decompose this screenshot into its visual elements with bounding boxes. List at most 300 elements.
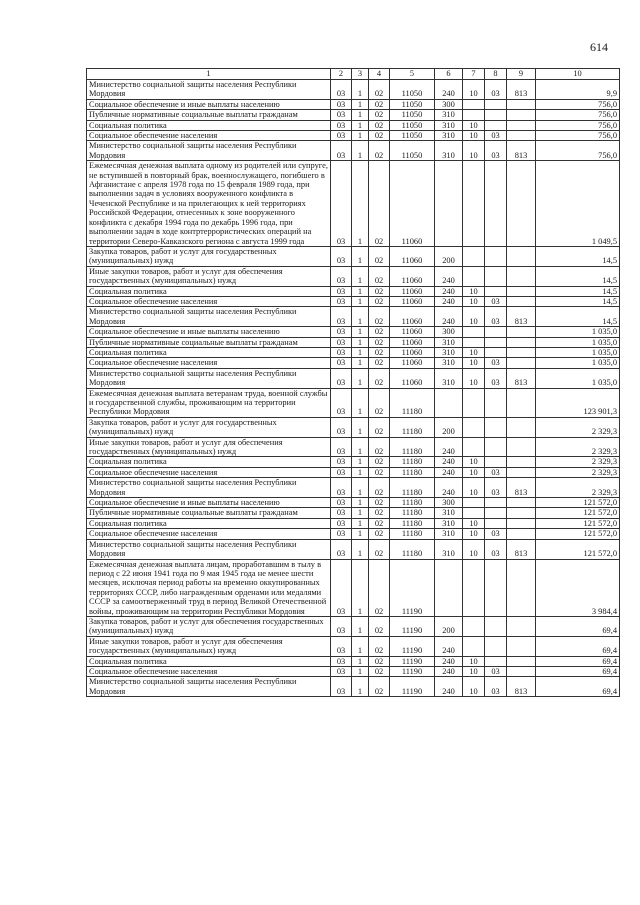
- code-cell: 813: [507, 539, 536, 559]
- table-row: [87, 417, 620, 437]
- row-name: Закупка товаров, работ и услуг для обеспечения государственных (муниципальных) нужд: [87, 616, 331, 636]
- amount-cell: 69,4: [536, 656, 620, 666]
- code-cell: 10: [463, 478, 485, 498]
- code-cell: 11060: [390, 266, 435, 286]
- code-cell: 11190: [390, 559, 435, 616]
- code-cell: 310: [435, 508, 463, 518]
- row-name: Министерство социальной защиты населения Республики Мордовия: [87, 141, 331, 161]
- code-cell: [485, 327, 507, 337]
- code-cell: 1: [352, 131, 369, 141]
- table-row: [87, 99, 620, 109]
- code-cell: 1: [352, 120, 369, 130]
- amount-cell: 1 035,0: [536, 327, 620, 337]
- code-cell: 03: [485, 358, 507, 368]
- amount-cell: 121 572,0: [536, 498, 620, 508]
- code-cell: [507, 358, 536, 368]
- code-cell: 1: [352, 518, 369, 528]
- row-name: Ежемесячная денежная выплата одному из родителей или супруге, не вступившей в повторный брак, военнослужащего, погибшего в Афганистане с апреля 1978 года по 15 февраля 1989 года, при выполнении задач в условиях вооруженного конфликта в Чеченской Республике и на прилегающих к ней территориях Российской Федерации, отнесенных к зоне вооруженного конфликта с декабря 1994 года по декабрь 1996 года, при выполнении задач в ходе контртеррористических операций на территории Северо-Кавказского региона с августа 1999 года: [87, 161, 331, 247]
- code-cell: 03: [331, 99, 352, 109]
- code-cell: 03: [485, 296, 507, 306]
- code-cell: 1: [352, 529, 369, 539]
- code-cell: 1: [352, 388, 369, 417]
- code-cell: [435, 559, 463, 616]
- page-number: 614: [590, 40, 608, 54]
- row-name: Социальное обеспечение и иные выплаты населению: [87, 498, 331, 508]
- code-cell: 1: [352, 307, 369, 327]
- code-cell: [435, 388, 463, 417]
- code-cell: 02: [369, 529, 390, 539]
- table-row: [87, 110, 620, 120]
- code-cell: 310: [435, 110, 463, 120]
- code-cell: [435, 161, 463, 247]
- amount-cell: 2 329,3: [536, 457, 620, 467]
- code-cell: 1: [352, 508, 369, 518]
- row-name: Социальная политика: [87, 656, 331, 666]
- code-cell: 310: [435, 539, 463, 559]
- amount-cell: 2 329,3: [536, 478, 620, 498]
- code-cell: [507, 666, 536, 676]
- amount-cell: 1 035,0: [536, 347, 620, 357]
- code-cell: 02: [369, 307, 390, 327]
- code-cell: 03: [331, 559, 352, 616]
- table-row: [87, 666, 620, 676]
- code-cell: [507, 559, 536, 616]
- amount-cell: 1 035,0: [536, 337, 620, 347]
- code-cell: [485, 99, 507, 109]
- code-cell: 813: [507, 677, 536, 697]
- code-cell: 03: [331, 478, 352, 498]
- code-cell: 02: [369, 518, 390, 528]
- amount-cell: 14,5: [536, 307, 620, 327]
- code-cell: [463, 437, 485, 457]
- code-cell: 813: [507, 307, 536, 327]
- code-cell: 1: [352, 141, 369, 161]
- code-cell: 240: [435, 666, 463, 676]
- code-cell: [463, 616, 485, 636]
- budget-table: [86, 68, 620, 697]
- code-cell: 03: [331, 388, 352, 417]
- table-row: [87, 478, 620, 498]
- amount-cell: 121 572,0: [536, 518, 620, 528]
- code-cell: 310: [435, 141, 463, 161]
- code-cell: 1: [352, 457, 369, 467]
- code-cell: 240: [435, 636, 463, 656]
- code-cell: [507, 467, 536, 477]
- code-cell: [485, 616, 507, 636]
- code-cell: 03: [331, 327, 352, 337]
- table-row: [87, 286, 620, 296]
- header-cell: 7: [463, 69, 485, 80]
- code-cell: 11190: [390, 636, 435, 656]
- code-cell: [485, 337, 507, 347]
- code-cell: 10: [463, 457, 485, 467]
- code-cell: [507, 110, 536, 120]
- code-cell: 11060: [390, 246, 435, 266]
- header-cell: 3: [352, 69, 369, 80]
- code-cell: [507, 417, 536, 437]
- row-name: Публичные нормативные социальные выплаты гражданам: [87, 508, 331, 518]
- code-cell: [507, 347, 536, 357]
- code-cell: 02: [369, 368, 390, 388]
- code-cell: 1: [352, 467, 369, 477]
- code-cell: 02: [369, 417, 390, 437]
- code-cell: 02: [369, 656, 390, 666]
- row-name: Социальная политика: [87, 347, 331, 357]
- code-cell: [507, 286, 536, 296]
- code-cell: 240: [435, 80, 463, 100]
- code-cell: 03: [331, 141, 352, 161]
- code-cell: 02: [369, 666, 390, 676]
- code-cell: 310: [435, 120, 463, 130]
- code-cell: 03: [331, 529, 352, 539]
- code-cell: 03: [331, 498, 352, 508]
- row-name: Ежемесячная денежная выплата ветеранам труда, военной службы и государственной службы, проживающим на территории Республики Мордовия: [87, 388, 331, 417]
- row-name: Социальная политика: [87, 120, 331, 130]
- amount-cell: 1 035,0: [536, 368, 620, 388]
- code-cell: 10: [463, 120, 485, 130]
- code-cell: 1: [352, 616, 369, 636]
- code-cell: [507, 120, 536, 130]
- row-name: Ежемесячная денежная выплата лицам, проработавшим в тылу в период с 22 июня 1941 года по 9 мая 1945 года не менее шести месяцев, исключая период работы на временно оккупированных территориях СССР, либо награжденным орденами или медалями СССР за самоотверженный труд в период Великой Отечественной войны, проживающим на территории Республики Мордовия: [87, 559, 331, 616]
- code-cell: 11180: [390, 417, 435, 437]
- table-row: [87, 457, 620, 467]
- row-name: Иные закупки товаров, работ и услуг для обеспечения государственных (муниципальных) нужд: [87, 636, 331, 656]
- code-cell: [463, 99, 485, 109]
- code-cell: 03: [331, 358, 352, 368]
- code-cell: 03: [485, 666, 507, 676]
- code-cell: 11050: [390, 99, 435, 109]
- code-cell: 200: [435, 417, 463, 437]
- code-cell: 10: [463, 141, 485, 161]
- code-cell: 11180: [390, 388, 435, 417]
- table-row: [87, 636, 620, 656]
- code-cell: 02: [369, 141, 390, 161]
- code-cell: [507, 266, 536, 286]
- code-cell: 11050: [390, 110, 435, 120]
- code-cell: 03: [485, 131, 507, 141]
- row-name: Социальная политика: [87, 286, 331, 296]
- table-row: [87, 388, 620, 417]
- code-cell: 10: [463, 307, 485, 327]
- code-cell: 03: [331, 616, 352, 636]
- table-row: [87, 508, 620, 518]
- code-cell: 200: [435, 246, 463, 266]
- table-body: [87, 80, 620, 697]
- code-cell: 11180: [390, 529, 435, 539]
- code-cell: 813: [507, 478, 536, 498]
- code-cell: [507, 616, 536, 636]
- code-cell: 10: [463, 368, 485, 388]
- code-cell: 240: [435, 437, 463, 457]
- code-cell: 02: [369, 539, 390, 559]
- row-name: Публичные нормативные социальные выплаты гражданам: [87, 337, 331, 347]
- code-cell: 03: [485, 677, 507, 697]
- code-cell: 02: [369, 388, 390, 417]
- header-cell: 10: [536, 69, 620, 80]
- code-cell: 10: [463, 656, 485, 666]
- code-cell: [485, 120, 507, 130]
- code-cell: 240: [435, 467, 463, 477]
- code-cell: 03: [485, 141, 507, 161]
- amount-cell: 756,0: [536, 110, 620, 120]
- code-cell: 02: [369, 437, 390, 457]
- code-cell: 02: [369, 559, 390, 616]
- amount-cell: 756,0: [536, 120, 620, 130]
- code-cell: [507, 636, 536, 656]
- code-cell: [507, 437, 536, 457]
- table-row: [87, 616, 620, 636]
- code-cell: 1: [352, 358, 369, 368]
- code-cell: 03: [485, 467, 507, 477]
- code-cell: [507, 161, 536, 247]
- row-name: Министерство социальной защиты населения Республики Мордовия: [87, 368, 331, 388]
- table-row: [87, 120, 620, 130]
- code-cell: 03: [331, 246, 352, 266]
- table-row: [87, 296, 620, 306]
- amount-cell: 1 035,0: [536, 358, 620, 368]
- amount-cell: 69,4: [536, 666, 620, 676]
- code-cell: 10: [463, 666, 485, 676]
- code-cell: 11060: [390, 327, 435, 337]
- code-cell: [485, 110, 507, 120]
- code-cell: 1: [352, 80, 369, 100]
- table-row: [87, 467, 620, 477]
- code-cell: [507, 529, 536, 539]
- code-cell: 1: [352, 368, 369, 388]
- code-cell: 11180: [390, 457, 435, 467]
- code-cell: 1: [352, 656, 369, 666]
- table-row: [87, 327, 620, 337]
- table-row: [87, 656, 620, 666]
- table-row: [87, 131, 620, 141]
- amount-cell: 9,9: [536, 80, 620, 100]
- code-cell: 02: [369, 110, 390, 120]
- code-cell: 1: [352, 161, 369, 247]
- code-cell: 02: [369, 131, 390, 141]
- code-cell: 1: [352, 286, 369, 296]
- code-cell: 03: [331, 307, 352, 327]
- code-cell: 02: [369, 508, 390, 518]
- amount-cell: 121 572,0: [536, 529, 620, 539]
- code-cell: 03: [485, 539, 507, 559]
- code-cell: 03: [331, 656, 352, 666]
- code-cell: [485, 457, 507, 467]
- amount-cell: 14,5: [536, 296, 620, 306]
- row-name: Министерство социальной защиты населения Республики Мордовия: [87, 539, 331, 559]
- code-cell: 11190: [390, 616, 435, 636]
- code-cell: 310: [435, 518, 463, 528]
- code-cell: 03: [331, 467, 352, 477]
- row-name: Социальное обеспечение населения: [87, 358, 331, 368]
- code-cell: 03: [331, 518, 352, 528]
- code-cell: 10: [463, 358, 485, 368]
- amount-cell: 123 901,3: [536, 388, 620, 417]
- table-row: [87, 358, 620, 368]
- code-cell: [485, 437, 507, 457]
- code-cell: [463, 559, 485, 616]
- code-cell: 02: [369, 616, 390, 636]
- code-cell: [507, 457, 536, 467]
- code-cell: [507, 131, 536, 141]
- row-name: Социальное обеспечение населения: [87, 296, 331, 306]
- code-cell: 10: [463, 529, 485, 539]
- code-cell: 11060: [390, 368, 435, 388]
- code-cell: [463, 327, 485, 337]
- code-cell: [485, 161, 507, 247]
- code-cell: 11180: [390, 508, 435, 518]
- code-cell: [463, 636, 485, 656]
- table-row: [87, 307, 620, 327]
- code-cell: 10: [463, 677, 485, 697]
- code-cell: 11180: [390, 437, 435, 457]
- code-cell: 1: [352, 478, 369, 498]
- code-cell: 10: [463, 467, 485, 477]
- table-row: [87, 347, 620, 357]
- code-cell: 03: [331, 508, 352, 518]
- code-cell: 1: [352, 327, 369, 337]
- code-cell: 813: [507, 141, 536, 161]
- row-name: Социальное обеспечение и иные выплаты населению: [87, 99, 331, 109]
- code-cell: [507, 518, 536, 528]
- amount-cell: 3 984,4: [536, 559, 620, 616]
- code-cell: [485, 508, 507, 518]
- code-cell: 310: [435, 529, 463, 539]
- code-cell: [507, 337, 536, 347]
- code-cell: 02: [369, 347, 390, 357]
- code-cell: 02: [369, 337, 390, 347]
- code-cell: 1: [352, 498, 369, 508]
- table-row: [87, 80, 620, 100]
- code-cell: 11060: [390, 337, 435, 347]
- row-name: Социальное обеспечение населения: [87, 467, 331, 477]
- code-cell: [485, 518, 507, 528]
- code-cell: 1: [352, 110, 369, 120]
- code-cell: 03: [331, 368, 352, 388]
- code-cell: 03: [331, 296, 352, 306]
- code-cell: 03: [331, 131, 352, 141]
- code-cell: 03: [485, 80, 507, 100]
- row-name: Социальная политика: [87, 518, 331, 528]
- code-cell: 11050: [390, 80, 435, 100]
- code-cell: [485, 559, 507, 616]
- table-row: [87, 498, 620, 508]
- code-cell: 02: [369, 266, 390, 286]
- code-cell: 03: [331, 337, 352, 347]
- code-cell: 02: [369, 286, 390, 296]
- code-cell: 03: [331, 636, 352, 656]
- code-cell: 02: [369, 457, 390, 467]
- row-name: Закупка товаров, работ и услуг для государственных (муниципальных) нужд: [87, 246, 331, 266]
- code-cell: 240: [435, 286, 463, 296]
- amount-cell: 756,0: [536, 141, 620, 161]
- amount-cell: 1 049,5: [536, 161, 620, 247]
- code-cell: 11180: [390, 498, 435, 508]
- row-name: Иные закупки товаров, работ и услуг для обеспечения государственных (муниципальных) нужд: [87, 266, 331, 286]
- code-cell: 03: [485, 478, 507, 498]
- code-cell: [485, 417, 507, 437]
- amount-cell: 69,4: [536, 636, 620, 656]
- code-cell: [485, 498, 507, 508]
- code-cell: 11180: [390, 467, 435, 477]
- code-cell: 1: [352, 559, 369, 616]
- row-name: Иные закупки товаров, работ и услуг для обеспечения государственных (муниципальных) нужд: [87, 437, 331, 457]
- code-cell: 240: [435, 457, 463, 467]
- code-cell: 10: [463, 347, 485, 357]
- amount-cell: 14,5: [536, 286, 620, 296]
- code-cell: 1: [352, 266, 369, 286]
- code-cell: 11060: [390, 161, 435, 247]
- code-cell: 300: [435, 99, 463, 109]
- table-row: [87, 437, 620, 457]
- header-cell: 6: [435, 69, 463, 80]
- amount-cell: 121 572,0: [536, 508, 620, 518]
- code-cell: 02: [369, 636, 390, 656]
- code-cell: [507, 246, 536, 266]
- code-cell: 1: [352, 337, 369, 347]
- amount-cell: 2 329,3: [536, 417, 620, 437]
- row-name: Социальное обеспечение и иные выплаты населению: [87, 327, 331, 337]
- code-cell: 11060: [390, 347, 435, 357]
- code-cell: 1: [352, 347, 369, 357]
- amount-cell: 121 572,0: [536, 539, 620, 559]
- code-cell: 11190: [390, 666, 435, 676]
- code-cell: [507, 99, 536, 109]
- code-cell: 10: [463, 296, 485, 306]
- code-cell: [485, 286, 507, 296]
- amount-cell: 2 329,3: [536, 437, 620, 457]
- row-name: Министерство социальной защиты населения Республики Мордовия: [87, 478, 331, 498]
- code-cell: 11060: [390, 296, 435, 306]
- table-row: [87, 246, 620, 266]
- code-cell: [463, 417, 485, 437]
- code-cell: 02: [369, 498, 390, 508]
- code-cell: [507, 656, 536, 666]
- code-cell: [463, 388, 485, 417]
- row-name: Социальное обеспечение населения: [87, 529, 331, 539]
- amount-cell: 69,4: [536, 616, 620, 636]
- code-cell: [507, 508, 536, 518]
- code-cell: [485, 656, 507, 666]
- code-cell: 1: [352, 246, 369, 266]
- table-row: [87, 161, 620, 247]
- code-cell: 02: [369, 99, 390, 109]
- code-cell: 02: [369, 246, 390, 266]
- row-name: Закупка товаров, работ и услуг для государственных (муниципальных) нужд: [87, 417, 331, 437]
- header-cell: 9: [507, 69, 536, 80]
- amount-cell: 14,5: [536, 246, 620, 266]
- code-cell: 03: [331, 666, 352, 676]
- amount-cell: 14,5: [536, 266, 620, 286]
- code-cell: [463, 161, 485, 247]
- code-cell: 11180: [390, 478, 435, 498]
- code-cell: [507, 327, 536, 337]
- code-cell: 02: [369, 677, 390, 697]
- header-cell: 1: [87, 69, 331, 80]
- code-cell: 310: [435, 368, 463, 388]
- code-cell: 11180: [390, 539, 435, 559]
- code-cell: 11050: [390, 141, 435, 161]
- code-cell: 10: [463, 131, 485, 141]
- code-cell: 1: [352, 99, 369, 109]
- code-cell: 10: [463, 80, 485, 100]
- code-cell: 02: [369, 80, 390, 100]
- code-cell: 1: [352, 636, 369, 656]
- code-cell: 310: [435, 131, 463, 141]
- row-name: Социальное обеспечение населения: [87, 666, 331, 676]
- code-cell: 813: [507, 368, 536, 388]
- code-cell: [463, 110, 485, 120]
- code-cell: 310: [435, 347, 463, 357]
